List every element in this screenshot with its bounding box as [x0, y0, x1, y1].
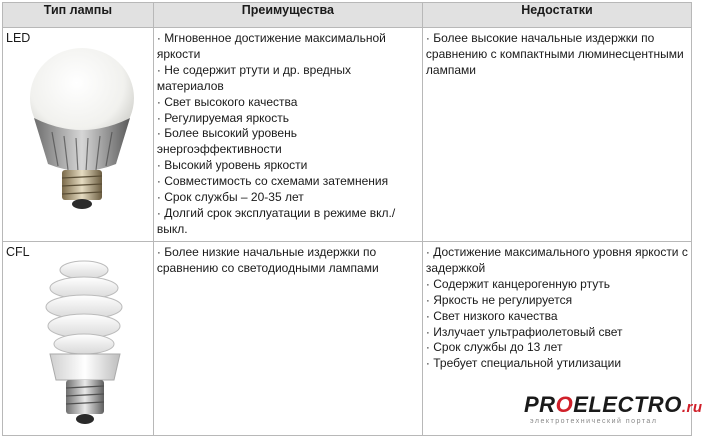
list-item: · Более высокие начальные издержки по сравнению с компактными люминесцентными лампами [426, 31, 688, 79]
list-item: · Совместимость со схемами затемнения [157, 174, 419, 190]
list-item: · Срок службы до 13 лет [426, 340, 688, 356]
lamp-type-label: CFL [6, 245, 30, 259]
list-item: · Требует специальной утилизации [426, 356, 688, 372]
header-lamp-type: Тип лампы [3, 3, 154, 28]
list-item: · Долгий срок эксплуатации в режиме вкл./выкл. [157, 206, 419, 238]
list-item: · Свет высокого качества [157, 95, 419, 111]
advantages-cell [153, 242, 422, 436]
list-item: · Срок службы – 20-35 лет [157, 190, 419, 206]
led-bulb-icon [22, 46, 142, 216]
list-item: · Достижение максимального уровня яркости с задержкой [426, 245, 688, 277]
list-item: · Мгновенное достижение максимальной яркости [157, 31, 419, 63]
header-advantages: Преимущества [153, 3, 422, 28]
header-disadvantages: Недостатки [422, 3, 691, 28]
list-item: · Более низкие начальные издержки по сравнению со светодиодными лампами [157, 245, 419, 277]
list-item: · Яркость не регулируется [426, 293, 688, 309]
list-item: · Содержит канцерогенную ртуть [426, 277, 688, 293]
list-item: · Более высокий уровень энергоэффективности [157, 126, 419, 158]
list-item: · Регулируемая яркость [157, 111, 419, 127]
list-item: · Свет низкого качества [426, 309, 688, 325]
advantages-cell [153, 28, 422, 242]
list-item: · Излучает ультрафиолетовый свет [426, 325, 688, 341]
list-item: · Высокий уровень яркости [157, 158, 419, 174]
logo-tagline: электротехнический портал [530, 418, 658, 425]
proelectro-logo [524, 392, 702, 428]
lamp-type-label: LED [6, 31, 31, 45]
list-item: · Не содержит ртути и др. вредных материалов [157, 63, 419, 95]
cfl-spiral-bulb-icon [36, 258, 136, 433]
header-row [3, 3, 692, 28]
logo-wordmark: PROELECTRO.ru [524, 392, 702, 417]
disadvantages-cell [422, 28, 691, 242]
